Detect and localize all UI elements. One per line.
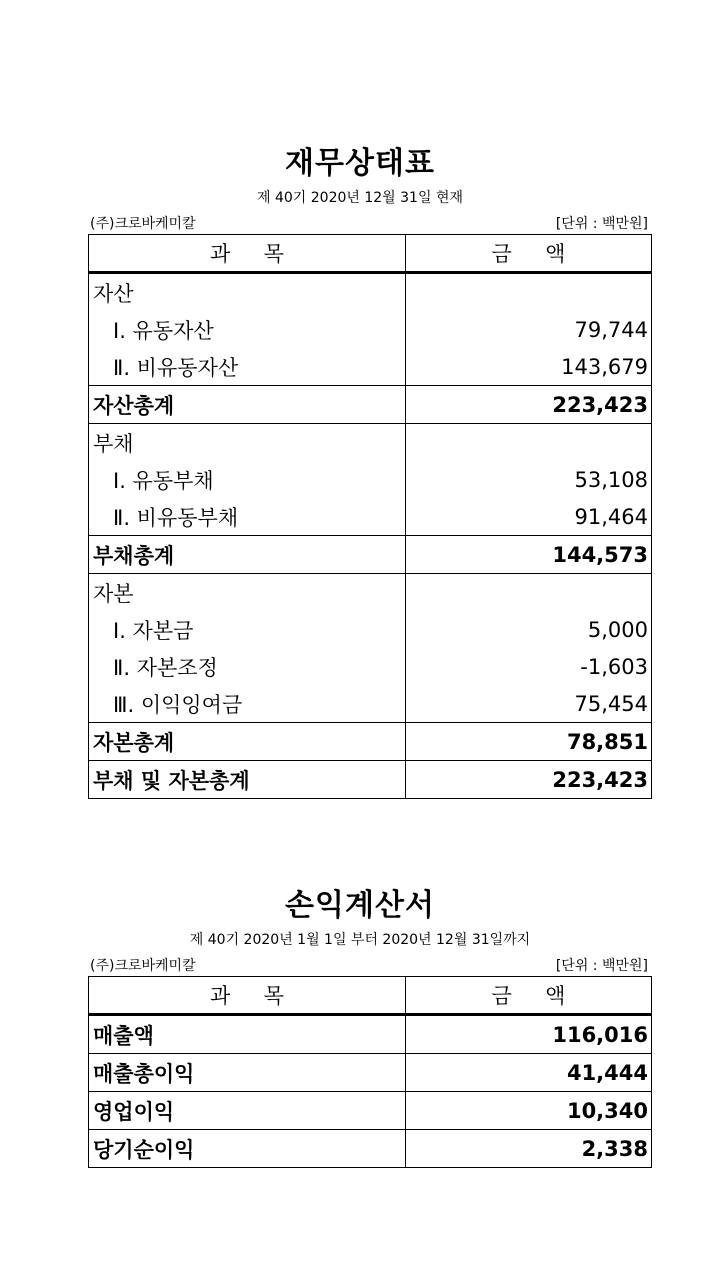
row-amount: 41,444 <box>406 1054 652 1092</box>
row-label: 당기순이익 <box>89 1130 406 1168</box>
column-header-item: 과 목 <box>89 977 406 1015</box>
balance-sheet-unit: [단위 : 백만원] <box>555 216 648 232</box>
row-amount: 116,016 <box>406 1015 652 1054</box>
row-label: 자본 <box>89 574 406 612</box>
row-amount: 53,108 <box>406 461 652 498</box>
table-row <box>89 348 652 386</box>
table-row <box>89 611 652 648</box>
table-row <box>89 1130 652 1168</box>
row-amount: 2,338 <box>406 1130 652 1168</box>
column-header-item: 과 목 <box>89 235 406 273</box>
table-row <box>89 498 652 536</box>
income-statement-title: 손익계산서 <box>285 888 435 923</box>
row-amount <box>406 574 652 612</box>
row-amount <box>406 424 652 462</box>
table-row <box>89 273 652 312</box>
row-label: 부채 <box>89 424 406 462</box>
row-amount: 143,679 <box>406 348 652 386</box>
row-amount: 10,340 <box>406 1092 652 1130</box>
row-label: 자본총계 <box>89 723 406 761</box>
table-row-total <box>89 536 652 574</box>
row-amount: 79,744 <box>406 311 652 348</box>
table-row <box>89 1054 652 1092</box>
income-statement-period: 제 40기 2020년 1월 1일 부터 2020년 12월 31일까지 <box>189 932 531 948</box>
row-amount: 78,851 <box>406 723 652 761</box>
table-header-row <box>89 235 652 273</box>
row-amount: 144,573 <box>406 536 652 574</box>
table-row <box>89 1015 652 1054</box>
table-row <box>89 574 652 612</box>
table-header-row <box>89 977 652 1015</box>
income-statement-table <box>88 976 652 1168</box>
table-row-total <box>89 723 652 761</box>
table-row <box>89 648 652 685</box>
row-amount <box>406 273 652 312</box>
column-header-amount: 금 액 <box>406 977 652 1015</box>
row-label: Ⅲ. 이익잉여금 <box>89 685 406 723</box>
row-label: 자산총계 <box>89 386 406 424</box>
table-row <box>89 311 652 348</box>
row-label: 부채총계 <box>89 536 406 574</box>
row-label: Ⅰ. 유동자산 <box>89 311 406 348</box>
balance-sheet-company: (주)크로바케미칼 <box>90 216 196 232</box>
row-amount: 223,423 <box>406 386 652 424</box>
balance-sheet-title: 재무상태표 <box>285 146 435 181</box>
column-header-amount: 금 액 <box>406 235 652 273</box>
row-amount: 5,000 <box>406 611 652 648</box>
table-row <box>89 685 652 723</box>
row-label: 매출액 <box>89 1015 406 1054</box>
table-row <box>89 424 652 462</box>
row-label: Ⅱ. 비유동자산 <box>89 348 406 386</box>
income-statement-unit: [단위 : 백만원] <box>555 958 648 974</box>
row-label: Ⅰ. 자본금 <box>89 611 406 648</box>
table-row-total <box>89 386 652 424</box>
row-amount: 75,454 <box>406 685 652 723</box>
row-label: 자산 <box>89 273 406 312</box>
row-label: Ⅱ. 비유동부채 <box>89 498 406 536</box>
income-statement-company: (주)크로바케미칼 <box>90 958 196 974</box>
row-label: 영업이익 <box>89 1092 406 1130</box>
table-row <box>89 1092 652 1130</box>
table-row <box>89 461 652 498</box>
table-row-grand-total <box>89 761 652 799</box>
balance-sheet-table <box>88 234 652 799</box>
row-amount: -1,603 <box>406 648 652 685</box>
row-label: 부채 및 자본총계 <box>89 761 406 799</box>
row-amount: 91,464 <box>406 498 652 536</box>
row-label: 매출총이익 <box>89 1054 406 1092</box>
row-amount: 223,423 <box>406 761 652 799</box>
row-label: Ⅰ. 유동부채 <box>89 461 406 498</box>
balance-sheet-period: 제 40기 2020년 12월 31일 현재 <box>257 190 463 206</box>
row-label: Ⅱ. 자본조정 <box>89 648 406 685</box>
